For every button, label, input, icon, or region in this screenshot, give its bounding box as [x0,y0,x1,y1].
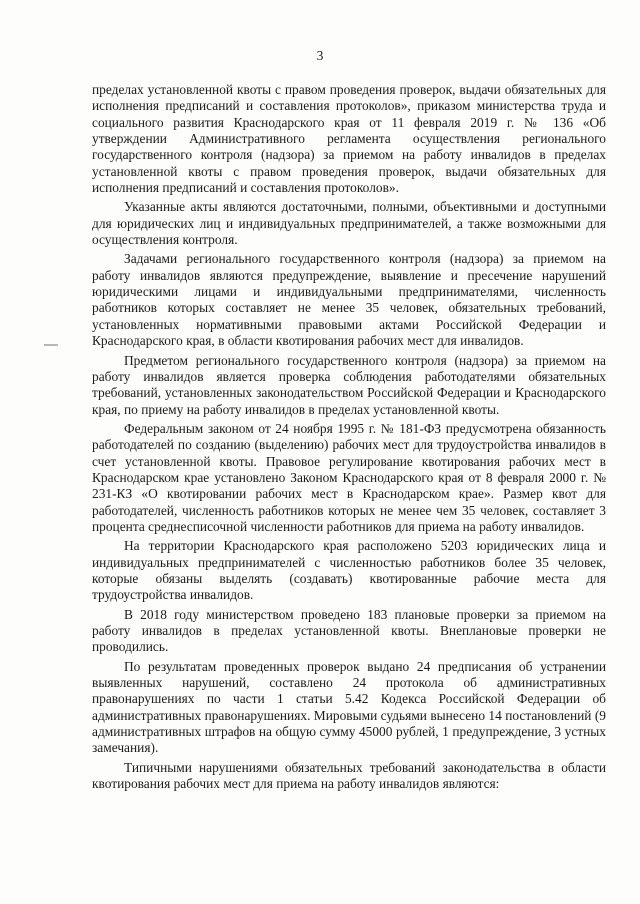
paragraph-regulation-continued: пределах установленной квоты с правом проведения проверок, выдачи обязательных для исполнения предписаний и составления протоколов», приказом министерства труда и социального развития Краснодарского края от 11 февраля 2019 г. № 136 «Об утверждении Административного регламента осуществления регионального государственного контроля (надзора) за приемом на работу инвалидов в пределах установленной квоты с правом проведения проверок, выдачи обязательных для исполнения предписаний и составления протоколов». [92,82,606,196]
paragraph-employers-count: На территории Краснодарского края расположено 5203 юридических лица и индивидуальных предпринимателей с численностью работников более 35 человек, которые обязаны выделять (создавать) квотированные рабочие места для трудоустройства инвалидов. [92,538,606,603]
paragraph-federal-law: Федеральным законом от 24 ноября 1995 г. № 181-ФЗ предусмотрена обязанность работодателей по созданию (выделению) рабочих мест для трудоустройства инвалидов в счет установленной квоты. Правовое регулирование квотирования рабочих мест в Краснодарском крае установлено Законом Краснодарского края от 8 февраля 2000 г. № 231-КЗ «О квотировании рабочих мест в Краснодарском крае». Размер квот для работодателей, численность работников которых не менее чем 35 человек, составляет 3 процента среднесписочной численности работников для приема на работу инвалидов. [92,420,606,534]
paragraph-control-subject: Предметом регионального государственного контроля (надзора) за приемом на работу инвалидов является проверка соблюдения работодателями обязательных требований, установленных законодательством Российской Федерации и Краснодарского края, по приему на работу инвалидов в пределах установленной квоты. [92,352,606,417]
scan-margin-mark [44,344,58,346]
paragraph-acts-sufficiency: Указанные акты являются достаточными, полными, объективными и доступными для юридических лиц и индивидуальных предпринимателей, а также возможными для осуществления контроля. [92,199,606,248]
document-body [92,82,606,795]
paragraph-control-tasks: Задачами регионального государственного контроля (надзора) за приемом на работу инвалидов являются предупреждение, выявление и пресечение нарушений юридическими лицами и индивидуальными предпринимателями, численность работников которых составляет не менее 35 человек, обязательных требований, установленных нормативными правовыми актами Российской Федерации и Краснодарского края, в области квотирования рабочих мест для инвалидов. [92,251,606,349]
paragraph-typical-violations: Типичными нарушениями обязательных требований законодательства в области квотирования рабочих мест для приема на работу инвалидов являются: [92,759,606,792]
paragraph-inspection-results: По результатам проведенных проверок выдано 24 предписания об устранении выявленных нарушений, составлено 24 протокола об административных правонарушениях по части 1 статьи 5.42 Кодекса Российской Федерации об административных правонарушениях. Мировыми судьями вынесено 14 постановлений (9 административных штрафов на общую сумму 45000 рублей, 1 предупреждение, 3 устных замечания). [92,658,606,756]
page-number: 3 [316,48,324,63]
paragraph-inspections-2018: В 2018 году министерством проведено 183 плановые проверки за приемом на работу инвалидов в пределах установленной квоты. Внеплановые проверки не проводились. [92,606,606,655]
